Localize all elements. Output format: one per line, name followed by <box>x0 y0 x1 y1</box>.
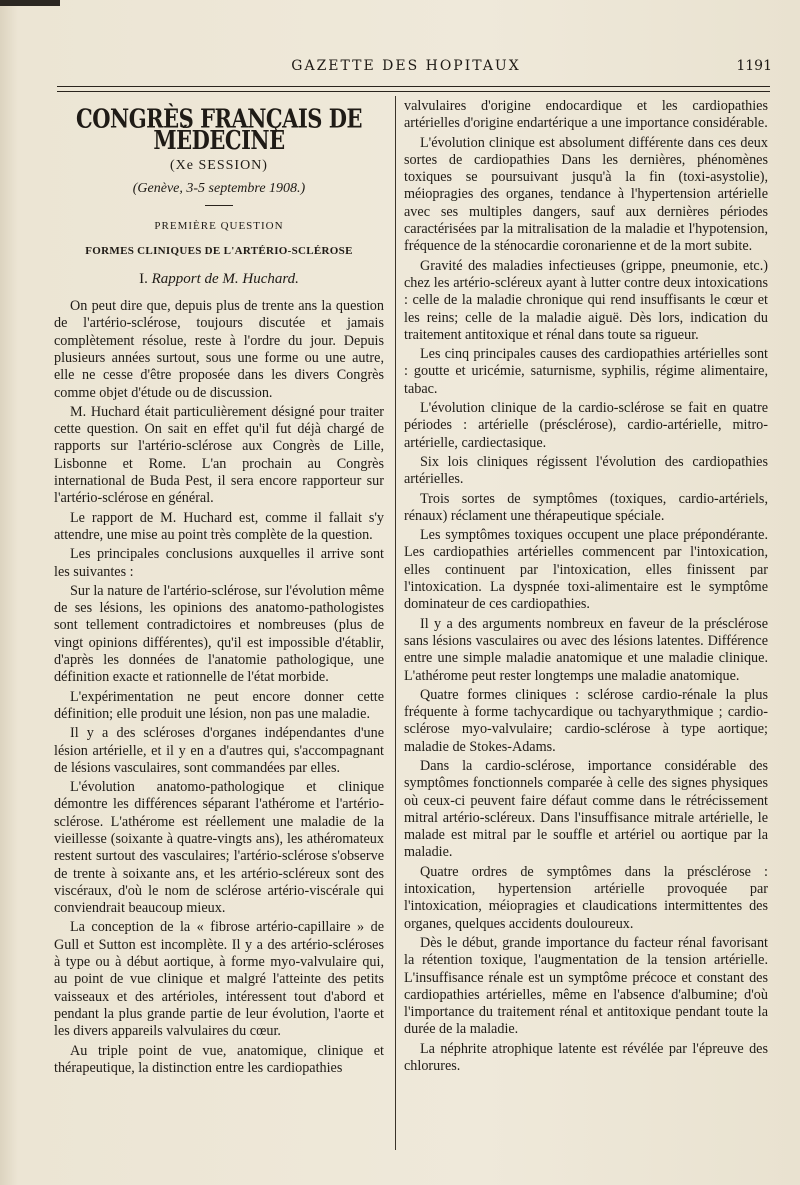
paragraph: L'évolution clinique est absolument différente dans ces deux sortes de cardiopathies Dans les dernières, phénomènes toxiques se poursuivant jusqu'à la fin (toxi-asystolie), méiopragies des organes, tendance à l'hypertension artérielle avec ses multiples dangers, sauf aux dernières périodes caractérisées par la mitralisation de la maladie et l'hypotension, fréquence de la sténocardie coronarienne et de la mort subite. <box>404 134 768 255</box>
left-body-text <box>54 298 384 1077</box>
paragraph: Quatre ordres de symptômes dans la présclérose : intoxication, hypertension artérielle provoquée par l'intoxication, méiopragies et claudications intermittentes des organes, quelques accidents douloureux. <box>404 863 768 932</box>
paragraph: La conception de la « fibrose artério-capillaire » de Gull et Sutton est incomplète. Il y a des artério-scléroses à type ou à début aortique, à forme myo-valvulaire qui, au point de vue clinique et malgré l'atteinte des petits vaisseaux et des artérioles, intéressent tout d'abord et pendant la plus grande partie de leur évolution, l'aorte et les divers appareils valvulaires du cœur. <box>54 919 384 1040</box>
paragraph: L'expérimentation ne peut encore donner cette définition; elle produit une lésion, non pas une maladie. <box>54 688 384 722</box>
paragraph: Six lois cliniques régissent l'évolution des cardiopathies artérielles. <box>404 453 768 488</box>
scan-edge-mark <box>0 0 60 6</box>
paragraph: L'évolution anatomo-pathologique et clinique démontre les différences séparant l'athérome et l'artério-sclérose. L'athérome est réellement une maladie de la vieillesse (soixante à quatre-vingts ans), les athéromateux restent surtout des vasculaires; l'artério-sclérose s'observe de trente à soixante ans, et les artério-scléreux sont des viscéraux, d'où le nom de sclérose artério-viscérale qui conviendrait beaucoup mieux. <box>54 779 384 917</box>
header-rule-thin <box>57 91 770 92</box>
session-label: (Xe SESSION) <box>170 157 268 173</box>
paragraph: Quatre formes cliniques : sclérose cardio-rénale la plus fréquente à forme tachycardique ou tachyarythmique ; cardio-sclérose myo-valvulaire; cardio-sclérose à type aortique; maladie de Stokes-Adams. <box>404 686 768 755</box>
paragraph: valvulaires d'origine endocardique et les cardiopathies artérielles d'origine endartérique a une importance considérable. <box>404 98 768 132</box>
paragraph: Les principales conclusions auxquelles il arrive sont les suivantes : <box>54 546 384 580</box>
left-column <box>54 98 384 1077</box>
header-rule-thick <box>57 86 770 87</box>
journal-title: GAZETTE DES HOPITAUX <box>291 58 521 74</box>
right-body-text <box>404 98 768 1075</box>
article-headline: CONGRÈS FRANÇAIS DE MÉDECINE <box>76 102 362 156</box>
section-divider <box>205 205 233 206</box>
column-divider <box>395 96 396 1150</box>
report-heading <box>54 271 384 288</box>
paragraph: Les cinq principales causes des cardiopathies artérielles sont : goutte et uricémie, saturnisme, syphilis, régime alimentaire, tabac. <box>404 346 768 397</box>
page-number: 1191 <box>736 58 772 74</box>
paragraph: Au triple point de vue, anatomique, clinique et thérapeutique, la distinction entre les cardiopathies <box>54 1042 384 1076</box>
conference-dates: (Genève, 3-5 septembre 1908.) <box>132 180 306 196</box>
report-number: I. <box>139 270 148 287</box>
paragraph: Trois sortes de symptômes (toxiques, cardio-artériels, rénaux) réclament une thérapeutique spéciale. <box>404 490 768 524</box>
paragraph: Il y a des arguments nombreux en faveur de la présclérose sans lésions vasculaires ou avec des lésions latentes. Différence entre une simple maladie anatomique et une maladie clinique. L'athérome peut rester longtemps une maladie anatomique. <box>404 615 768 684</box>
question-subject: FORMES CLINIQUES DE L'ARTÉRIO-SCLÉROSE <box>85 245 353 258</box>
paragraph: Dans la cardio-sclérose, importance considérable des symptômes fonctionnels comparée à celle des signes physiques où ceux-ci peuvent faire défaut comme dans le rétrécissement mitral artério-scléreux. Dans l'insuffisance mitrale artérielle, le malade est mitral par le souffle et artériel ou aortique par la maladie. <box>404 757 768 861</box>
paragraph: Gravité des maladies infectieuses (grippe, pneumonie, etc.) chez les artério-scléreux ayant à lutter contre deux intoxications : celle de la maladie chronique qui rend insuffisants le cœur et les reins; celle de la maladie aiguë. Dès lors, indication du traitement antitoxique et rénal dans toute sa rigueur. <box>404 257 768 343</box>
paragraph: La néphrite atrophique latente est révélée par l'épreuve des chlorures. <box>404 1040 768 1075</box>
question-label: PREMIÈRE QUESTION <box>154 220 284 233</box>
paragraph: L'évolution clinique de la cardio-sclérose se fait en quatre périodes : artérielle (présclérose), cardio-artérielle, mitro-artérielle, cardiectasique. <box>404 400 768 451</box>
paragraph: Les symptômes toxiques occupent une place prépondérante. Les cardiopathies artérielles commencent par l'intoxication, elles continuent par l'intoxication, elles finissent par l'intoxication. La dyspnée toxi-alimentaire est le symptôme dominateur de ces cardiopathies. <box>404 527 768 613</box>
paragraph: On peut dire que, depuis plus de trente ans la question de l'artério-sclérose, toujours discutée et jamais complètement résolue, reste à l'ordre du jour. Depuis plusieurs années surtout, sous une forme ou une autre, elle ne cesse d'être proposée dans les divers Congrès comme objet d'étude ou de discussion. <box>54 298 384 401</box>
right-column <box>404 98 768 1075</box>
paragraph: Il y a des scléroses d'organes indépendantes d'une lésion artérielle, et il y en a d'autres qui, s'accompagnant de lésions vasculaires, sont commandées par elles. <box>54 725 384 776</box>
paragraph: Dès le début, grande importance du facteur rénal favorisant la rétention toxique, l'augmentation de la tension artérielle. L'insuffisance rénale est un symptôme précoce et constant des cardiopathies artérielles, même en l'absence d'albumine; d'où l'importance du traitement rénal et antitoxique pendant toute la durée de la maladie. <box>404 934 768 1038</box>
paragraph: Sur la nature de l'artério-sclérose, sur l'évolution même de ses lésions, les opinions des anatomo-pathologistes sont tellement contradictoires et nombreuses (plus de vingt opinions différentes), qu'il est impossible d'établir, d'après les données de l'anatomie pathologique, une définition exacte et rationnelle de l'état morbide. <box>54 582 384 686</box>
paragraph: Le rapport de M. Huchard est, comme il fallait s'y attendre, une mise au point très complète de la question. <box>54 509 384 543</box>
running-header <box>40 58 772 80</box>
report-title: Rapport de M. Huchard. <box>151 270 299 287</box>
paragraph: M. Huchard était particulièrement désigné pour traiter cette question. On sait en effet qu'il fut déjà chargé de rapports sur l'artério-sclérose aux Congrès de Lille, Lisbonne et Rome. L'an prochain au Congrès international de Buda Pest, il sera encore rapporteur sur l'artério-sclérose en général. <box>54 403 384 507</box>
